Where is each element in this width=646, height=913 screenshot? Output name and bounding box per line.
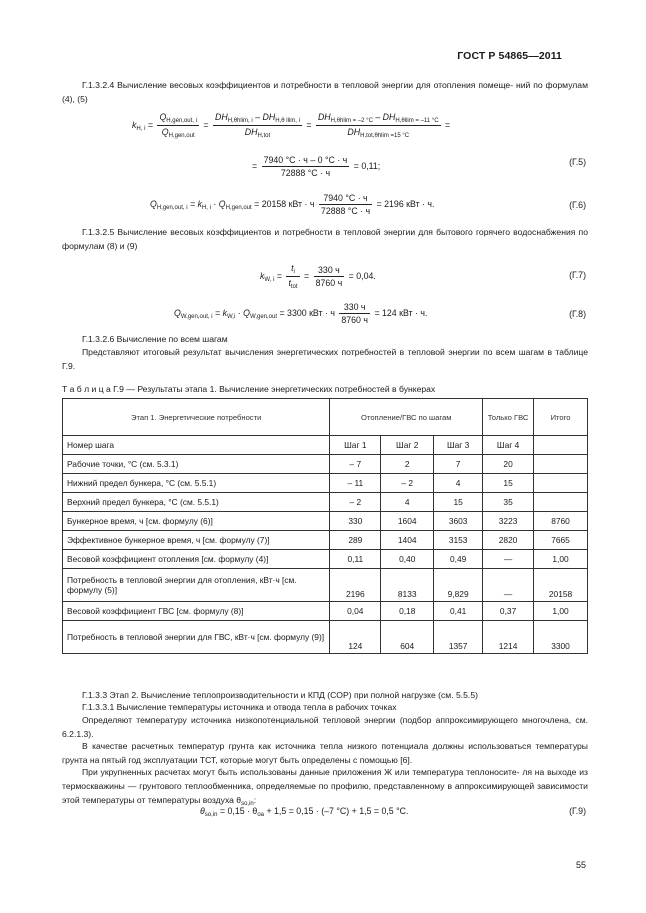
table-cell: 0,18 bbox=[381, 602, 434, 621]
paragraph-approx: При укрупненных расчетах могут быть использованы данные приложения Ж или температура теплоносите- ля на выходе из термоскважины — грунтового теплообменника, определяемые по профилю, представленному в аппроксимирующей зависимости этой температуры от температуры воздуха $\theta_{so,in}$: bbox=[62, 767, 588, 807]
row-label: Весовой коэффициент отопления [см. формулу (4)] bbox=[63, 550, 330, 569]
equation-number-g9: (Г.9) bbox=[569, 806, 586, 816]
table-cell: 2820 bbox=[483, 531, 534, 550]
row-label: Рабочие точки, °С (см. 5.3.1) bbox=[63, 455, 330, 474]
section-1324-text: Г.1.3.2.4 Вычисление весовых коэффициентов и потребности в тепловой энергии для отопления помеще- ний по формулам (4), (5) bbox=[62, 80, 588, 104]
table-cell: 604 bbox=[381, 621, 434, 654]
table-cell: 20 bbox=[483, 455, 534, 474]
table-row bbox=[63, 493, 588, 512]
table-cell: 0,37 bbox=[483, 602, 534, 621]
results-table bbox=[62, 398, 588, 654]
fraction-dh: $\frac{DH_{H,\theta hlim, i} - DH_{H,\theta llim, i}}{DH_{H,tot}}$ bbox=[215, 112, 300, 139]
section-1331-title: Г.1.3.3.1 Вычисление температуры источника и отвода тепла в рабочих точках bbox=[82, 702, 397, 712]
table-row bbox=[63, 531, 588, 550]
table-cell: 2196 bbox=[330, 569, 381, 602]
equation-number-g7: (Г.7) bbox=[569, 270, 586, 280]
table-cell: 0,49 bbox=[434, 550, 483, 569]
table-cell: 8133 bbox=[381, 569, 434, 602]
table-cell bbox=[534, 436, 588, 455]
table-cell: 1,00 bbox=[534, 550, 588, 569]
row-label: Потребность в тепловой энергии для ГВС, кВт·ч [см. формулу (9)] bbox=[63, 621, 330, 654]
paragraph-source-temp: Определяют температуру источника низкопотенциальной тепловой энергии (подбор аппроксимирующего многочлена, см. 6.2.1.3). bbox=[62, 715, 588, 739]
equation-number-g6: (Г.6) bbox=[569, 200, 586, 210]
row-label: Весовой коэффициент ГВС [см. формулу (8)] bbox=[63, 602, 330, 621]
fraction-dh-values: $\frac{DH_{H,\theta hlim = -2 ^\circ C} - DH_{H,\theta llim = -11 ^\circ C}}{DH_{H,tot,\theta hlim =15 ^\circ C}}$ bbox=[317, 112, 439, 139]
row-label: Потребность в тепловой энергии для отопления, кВт·ч [см. формулу (5)] bbox=[63, 569, 330, 602]
section-1325-text: Г.1.3.2.5 Вычисление весовых коэффициентов и потребности в тепловой энергии для бытового горячего водоснабжения по формулам (8) и (9) bbox=[62, 227, 588, 251]
row-label: Верхний предел бункера, °С (см. 5.5.1) bbox=[63, 493, 330, 512]
table-cell: Шаг 3 bbox=[434, 436, 483, 455]
formula-g6: $Q_{H,gen,out, i} = k_{H, i} \cdot Q_{H,gen,out} = 20158$ кВт · ч $\frac{7940 ^\circ C \cdot ч}{72888 ^\circ C \cdot ч}$ = 2196 кВт · ч. bbox=[150, 193, 435, 216]
table-row bbox=[63, 474, 588, 493]
table-row bbox=[63, 621, 588, 654]
table-cell: 7665 bbox=[534, 531, 588, 550]
formula-g7: $k_{W, i}$ = $\frac{t_i}{t_{tot}}$ = $\frac{330 ч}{8760 ч}$ = 0,04. bbox=[260, 263, 376, 290]
table-row bbox=[63, 550, 588, 569]
paragraph-ground-temp: В качестве расчетных температур грунта как источника тепла низкого потенциала должны использоваться температуры грунта на пятый год эксплуатации ТСТ, которые могут быть определены с помощью [6]. bbox=[62, 741, 588, 765]
table-cell: 35 bbox=[483, 493, 534, 512]
table-cell: – 2 bbox=[381, 474, 434, 493]
equation-number-g8: (Г.8) bbox=[569, 309, 586, 319]
section-1326-text: Представляют итоговый результат вычисления энергетических потребностей в тепловой энергии по всем шагам в таблице Г.9. bbox=[62, 347, 588, 371]
table-caption: Т а б л и ц а Г.9 — Результаты этапа 1. Вычисление энергетических потребностей в бункерах bbox=[62, 384, 436, 394]
formula-g9: $\theta_{so,in} = 0,15 \cdot \theta_{oa} + 1,5 = 0,15 \cdot (-7$ °C) + 1,5 = 0,5 °C. bbox=[200, 806, 409, 818]
table-cell: — bbox=[483, 569, 534, 602]
table-cell: Шаг 1 bbox=[330, 436, 381, 455]
equation-number-g5: (Г.5) bbox=[569, 157, 586, 167]
table-header-total: Итого bbox=[534, 399, 588, 436]
table-cell: 289 bbox=[330, 531, 381, 550]
document-code: ГОСТ Р 54865—2011 bbox=[457, 50, 562, 62]
table-cell: 15 bbox=[483, 474, 534, 493]
table-cell: 3603 bbox=[434, 512, 483, 531]
table-row bbox=[63, 569, 588, 602]
table-cell: 0,11 bbox=[330, 550, 381, 569]
table-cell: 124 bbox=[330, 621, 381, 654]
table-cell: 1357 bbox=[434, 621, 483, 654]
table-row bbox=[63, 602, 588, 621]
row-label: Эффективное бункерное время, ч [см. формулу (7)] bbox=[63, 531, 330, 550]
formula-g5-line2: = $\frac{7940 ^\circ C \cdot ч - 0 ^\circ C \cdot ч}{72888 ^\circ C \cdot ч}$ = 0,11; bbox=[252, 155, 381, 178]
table-cell: 3300 bbox=[534, 621, 588, 654]
table-cell: – 11 bbox=[330, 474, 381, 493]
section-133-title: Г.1.3.3 Этап 2. Вычисление теплопроизводительности и КПД (COP) при полной нагрузке (см. 5.5.5) bbox=[82, 690, 478, 700]
section-1326-title: Г.1.3.2.6 Вычисление по всем шагам bbox=[82, 334, 228, 344]
table-cell: 330 bbox=[330, 512, 381, 531]
table-cell: 8760 bbox=[534, 512, 588, 531]
table-cell: 4 bbox=[381, 493, 434, 512]
table-row bbox=[63, 512, 588, 531]
table-cell: 7 bbox=[434, 455, 483, 474]
table-cell: 3223 bbox=[483, 512, 534, 531]
formula-g8: $Q_{W,gen,out, i} = k_{W,i} \cdot Q_{W,gen,out} = 3300$ кВт · ч $\frac{330 ч}{8760 ч}$ = 124 кВт · ч. bbox=[174, 302, 428, 325]
table-cell: 4 bbox=[434, 474, 483, 493]
table-header-heating: Отопление/ГВС по шагам bbox=[330, 399, 483, 436]
fraction-q: $\frac{Q_{H,gen,out, i}}{Q_{H,gen,out}}$ bbox=[159, 112, 197, 139]
table-row bbox=[63, 436, 588, 455]
table-cell: 1214 bbox=[483, 621, 534, 654]
table-cell: Шаг 4 bbox=[483, 436, 534, 455]
table-cell: 9,829 bbox=[434, 569, 483, 602]
table-cell: 1404 bbox=[381, 531, 434, 550]
table-cell: – 7 bbox=[330, 455, 381, 474]
table-cell: 0,04 bbox=[330, 602, 381, 621]
row-label: Бункерное время, ч [см. формулу (6)] bbox=[63, 512, 330, 531]
table-cell: – 2 bbox=[330, 493, 381, 512]
table-cell: 2 bbox=[381, 455, 434, 474]
page-number: 55 bbox=[575, 860, 586, 870]
table-row bbox=[63, 455, 588, 474]
table-cell: 1604 bbox=[381, 512, 434, 531]
table-cell: Шаг 2 bbox=[381, 436, 434, 455]
row-label: Нижний предел бункера, °С (см. 5.5.1) bbox=[63, 474, 330, 493]
row-label: Номер шага bbox=[63, 436, 330, 455]
table-cell bbox=[534, 455, 588, 474]
table-header-stage: Этап 1. Энергетические потребности bbox=[63, 399, 330, 436]
table-cell: 1,00 bbox=[534, 602, 588, 621]
table-cell: 0,40 bbox=[381, 550, 434, 569]
formula-g5-line1: $k_{H, i}$ = $\frac{Q_{H,gen,out, i}}{Q_{H,gen,out}}$ = $\frac{DH_{H,\theta hlim, i} - DH_{H,\theta llim, i}}{DH_{H,tot}}$ = $\frac{DH_{H,\theta hlim = -2 ^\circ C} - DH_{H,\theta llim = -11 ^\circ C}}{DH_{H,tot,\theta hlim =15 ^\circ C}}$ = bbox=[132, 112, 451, 139]
table-cell: 20158 bbox=[534, 569, 588, 602]
table-cell bbox=[534, 493, 588, 512]
table-cell: 3153 bbox=[434, 531, 483, 550]
table-cell: 0,41 bbox=[434, 602, 483, 621]
table-body bbox=[63, 436, 588, 654]
table-cell: 15 bbox=[434, 493, 483, 512]
table-header-dhw: Только ГВС bbox=[483, 399, 534, 436]
table-cell: — bbox=[483, 550, 534, 569]
table-cell bbox=[534, 474, 588, 493]
